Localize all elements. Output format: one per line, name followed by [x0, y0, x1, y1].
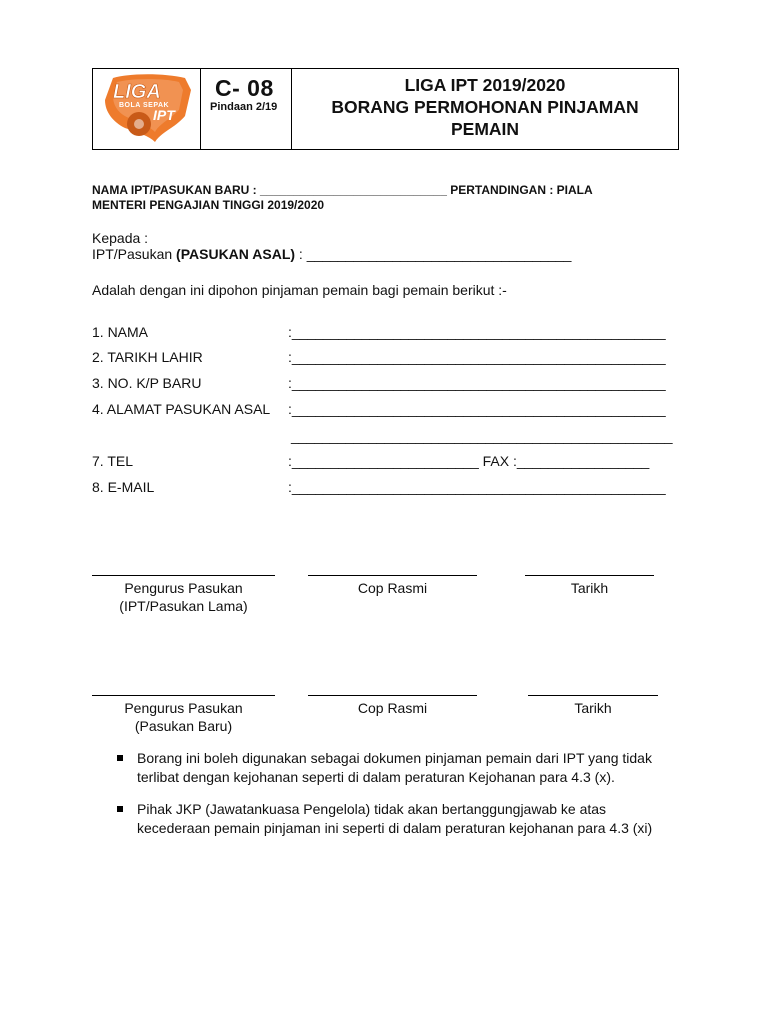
origin-team-line — [92, 246, 571, 262]
signature-line-manager-old[interactable] — [92, 575, 275, 576]
origin-team-colon: : — [295, 246, 307, 262]
competition-name: MENTERI PENGAJIAN TINGGI 2019/2020 — [92, 198, 325, 212]
title-cell — [292, 69, 678, 149]
field-input-tel-fax[interactable] — [288, 453, 649, 469]
kepada-label: Kepada : — [92, 230, 149, 246]
liga-ipt-logo — [99, 72, 195, 146]
stamp-label-old: Cop Rasmi — [357, 580, 428, 596]
field-input-tel[interactable]: :________________________ — [288, 453, 479, 469]
date-label-new: Tarikh — [574, 700, 612, 716]
logo-sub: BOLA SEPAK — [119, 102, 170, 109]
note-2-line-2: kecederaan pemain pinjaman ini seperti di dalam peraturan kejohanan para 4.3 (xi) — [137, 820, 653, 836]
date-line-old[interactable] — [525, 575, 654, 576]
field-input-alamat[interactable]: :________________________________________________ — [288, 401, 666, 417]
date-line-new[interactable] — [528, 695, 658, 696]
revision-label: Pindaan 2/19 — [210, 101, 278, 113]
title-line-1: LIGA IPT 2019/2020 — [404, 75, 566, 95]
field-input-kp[interactable]: :________________________________________________ — [288, 375, 666, 391]
origin-team-bold: (PASUKAN ASAL) — [176, 246, 296, 262]
note-1-line-1: Borang ini boleh digunakan sebagai dokumen pinjaman pemain dari IPT yang tidak — [137, 750, 652, 766]
stamp-label-new: Cop Rasmi — [357, 700, 428, 716]
stamp-line-new[interactable] — [308, 695, 477, 696]
logo-org: IPT — [153, 107, 175, 123]
field-input-fax[interactable]: FAX :_________________ — [478, 453, 650, 469]
signature-manager-old-title: Pengurus Pasukan — [124, 580, 243, 596]
note-1-line-2: terlibat dengan kejohanan seperti di dalam peraturan Kejohanan para 4.3 (x). — [137, 769, 615, 785]
signature-label-manager-new — [92, 700, 275, 734]
bullet-icon — [117, 806, 123, 812]
new-team-label: NAMA IPT/PASUKAN BARU : — [92, 183, 260, 197]
form-code-cell — [201, 69, 292, 149]
new-team-blank[interactable]: ____________________________ — [260, 183, 447, 197]
field-label-alamat: 4. ALAMAT PASUKAN ASAL — [92, 401, 271, 417]
field-label-email: 8. E-MAIL — [92, 479, 155, 495]
field-label-tel: 7. TEL — [92, 453, 133, 469]
field-label-tarikh-lahir: 2. TARIKH LAHIR — [92, 349, 203, 365]
logo-cell — [93, 69, 201, 149]
request-text: Adalah dengan ini dipohon pinjaman pemain bagi pemain berikut :- — [92, 282, 507, 298]
title-line-3: PEMAIN — [450, 119, 520, 139]
form-code: C- 08 — [215, 75, 274, 101]
bullet-icon — [117, 755, 123, 761]
note-1 — [137, 749, 652, 787]
field-label-kp: 3. NO. K/P BARU — [92, 375, 202, 391]
note-2 — [137, 800, 652, 838]
field-input-nama[interactable]: :________________________________________________ — [288, 324, 666, 340]
signature-manager-new-team: (Pasukan Baru) — [134, 718, 233, 734]
field-input-tarikh-lahir[interactable]: :________________________________________________ — [288, 349, 666, 365]
origin-team-blank[interactable]: __________________________________ — [306, 246, 572, 262]
logo-word: LIGA — [113, 81, 161, 103]
form-title — [292, 74, 678, 140]
field-input-alamat-line2[interactable]: _________________________________________________ — [291, 428, 673, 444]
origin-team-label: IPT/Pasukan — [92, 246, 177, 262]
signature-manager-new-title: Pengurus Pasukan — [124, 700, 243, 716]
signature-manager-old-team: (IPT/Pasukan Lama) — [119, 598, 248, 614]
field-label-nama: 1. NAMA — [92, 324, 149, 340]
title-line-2: BORANG PERMOHONAN PINJAMAN — [331, 97, 639, 117]
date-label-old: Tarikh — [570, 580, 609, 596]
form-header — [92, 68, 679, 150]
field-input-email[interactable]: :________________________________________________ — [288, 479, 666, 495]
competition-label: PERTANDINGAN : PIALA — [446, 183, 593, 197]
new-team-line — [92, 183, 593, 197]
signature-label-manager-old — [92, 580, 275, 614]
signature-line-manager-new[interactable] — [92, 695, 275, 696]
stamp-line-old[interactable] — [308, 575, 477, 576]
note-2-line-1: Pihak JKP (Jawatankuasa Pengelola) tidak akan bertanggungjawab ke atas — [137, 801, 607, 817]
